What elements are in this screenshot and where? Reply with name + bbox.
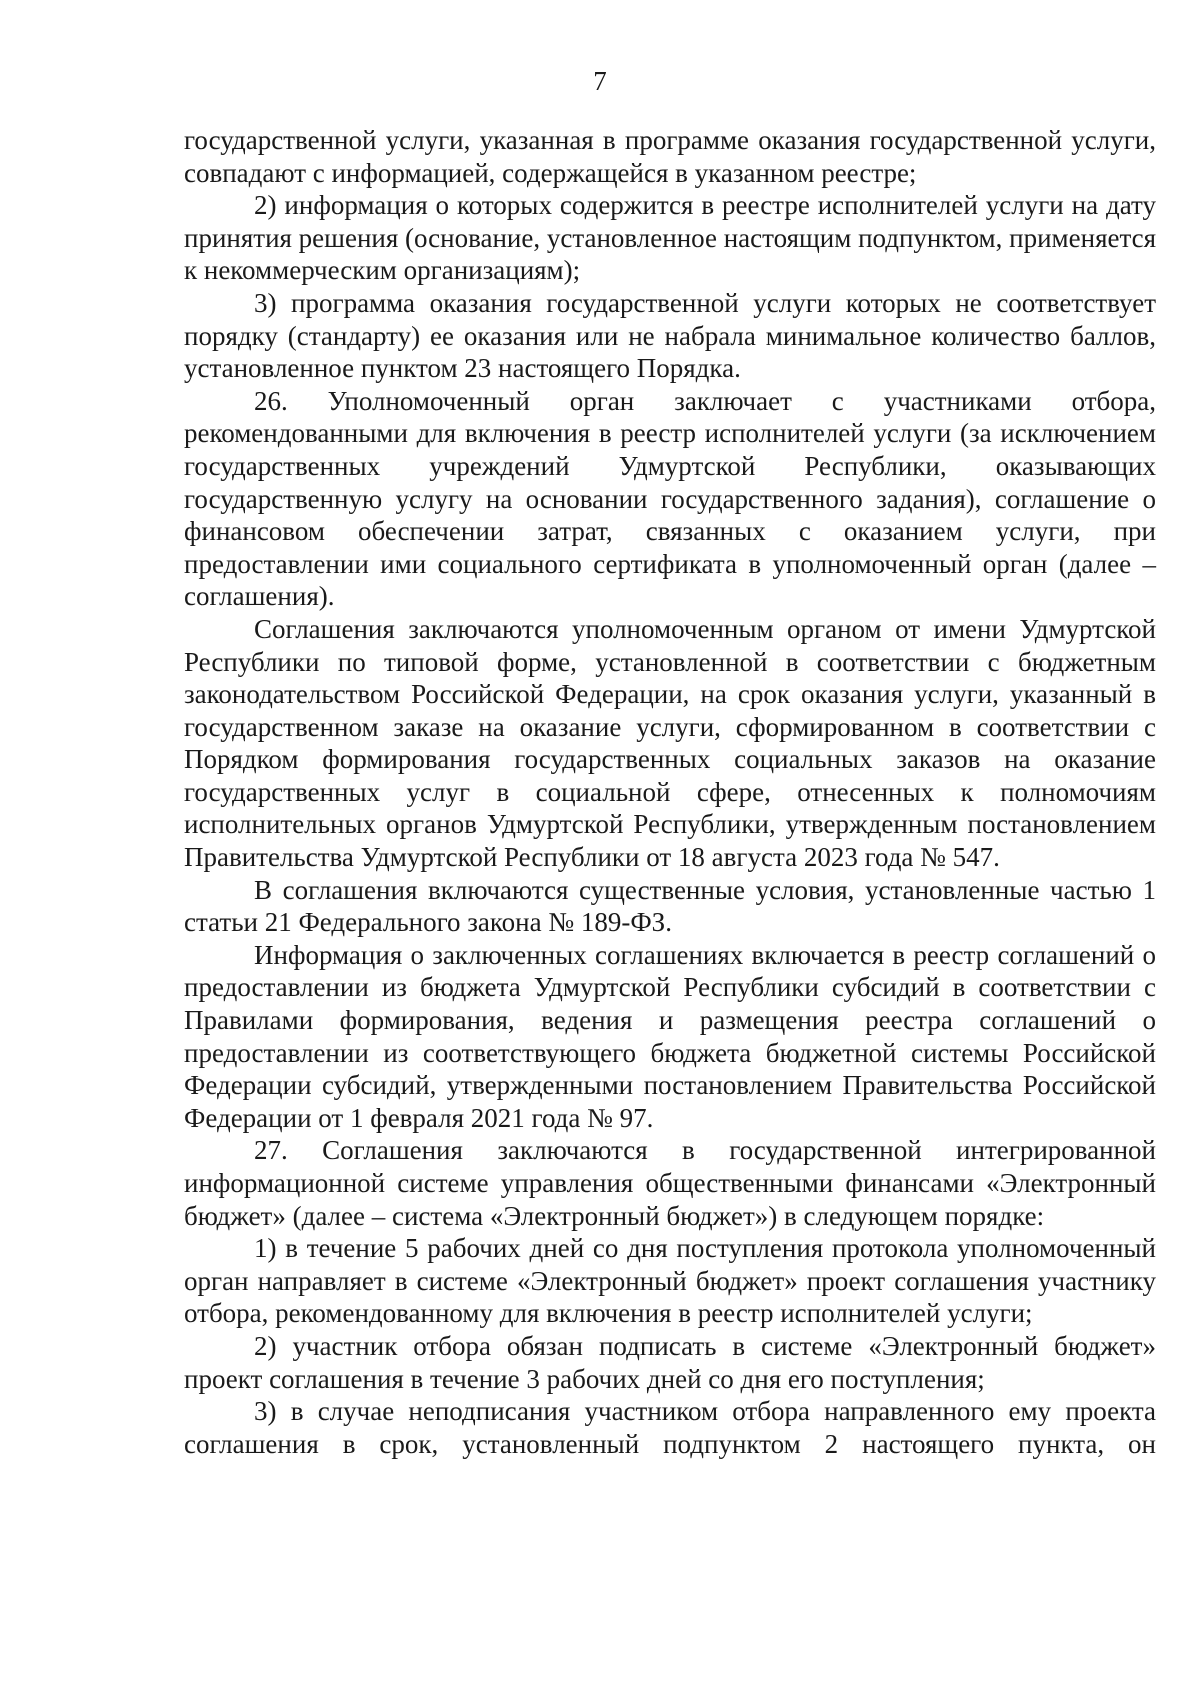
paragraph: 3) программа оказания государственной услуги которых не соответствует порядку (стандарту) ее оказания или не набрала минимальное количество баллов, установленное пунктом 23 настоящего Порядка.	[184, 287, 1156, 384]
paragraph: Соглашения заключаются уполномоченным органом от имени Удмуртской Республики по типовой форме, установленной в соответствии с бюджетным законодательством Российской Федерации, на срок оказания услуги, указанный в государственном заказе на оказание услуги, сформированном в соответствии с Порядком формирования государственных социальных заказов на оказание государственных услуг в социальной сфере, отнесенных к полномочиям исполнительных органов Удмуртской Республики, утвержденным постановлением Правительства Удмуртской Республики от 18 августа 2023 года № 547.	[184, 613, 1156, 873]
paragraph: 2) участник отбора обязан подписать в системе «Электронный бюджет» проект соглашения в течение 3 рабочих дней со дня его поступления;	[184, 1330, 1156, 1394]
paragraph: 27. Соглашения заключаются в государственной интегрированной информационной системе управления общественными финансами «Электронный бюджет» (далее – система «Электронный бюджет») в следующем порядке:	[184, 1135, 1156, 1231]
paragraph: 2) информация о которых содержится в реестре исполнителей услуги на дату принятия решения (основание, установленное настоящим подпунктом, применяется к некоммерческим организациям);	[184, 190, 1156, 286]
document-body	[184, 124, 1156, 1460]
paragraph-continued: 3) в случае неподписания участником отбора направленного ему проекта соглашения в срок, установленный подпунктом 2 настоящего пункта, он	[184, 1396, 1156, 1459]
paragraph: В соглашения включаются существенные условия, установленные частью 1 статьи 21 Федерального закона № 189-ФЗ.	[184, 874, 1156, 938]
paragraph: Информация о заключенных соглашениях включается в реестр соглашений о предоставлении из бюджета Удмуртской Республики субсидий в соответствии с Правилами формирования, ведения и размещения реестра соглашений о предоставлении из соответствующего бюджета бюджетной системы Российской Федерации субсидий, утвержденными постановлением Правительства Российской Федерации от 1 февраля 2021 года № 97.	[184, 939, 1156, 1133]
paragraph: 1) в течение 5 рабочих дней со дня поступления протокола уполномоченный орган направляет в системе «Электронный бюджет» проект соглашения участнику отбора, рекомендованному для включения в реестр исполнителей услуги;	[184, 1233, 1156, 1329]
paragraph: 26. Уполномоченный орган заключает с участниками отбора, рекомендованными для включения в реестр исполнителей услуги (за исключением государственных учреждений Удмуртской Республики, оказывающих государственную услугу на основании государственного задания), соглашение о финансовом обеспечении затрат, связанных с оказанием услуги, при предоставлении ими социального сертификата в уполномоченный орган (далее – соглашения).	[184, 385, 1156, 612]
paragraph: государственной услуги, указанная в программе оказания государственной услуги, совпадают с информацией, содержащейся в указанном реестре;	[184, 125, 1156, 188]
page-number: 7	[593, 66, 607, 96]
